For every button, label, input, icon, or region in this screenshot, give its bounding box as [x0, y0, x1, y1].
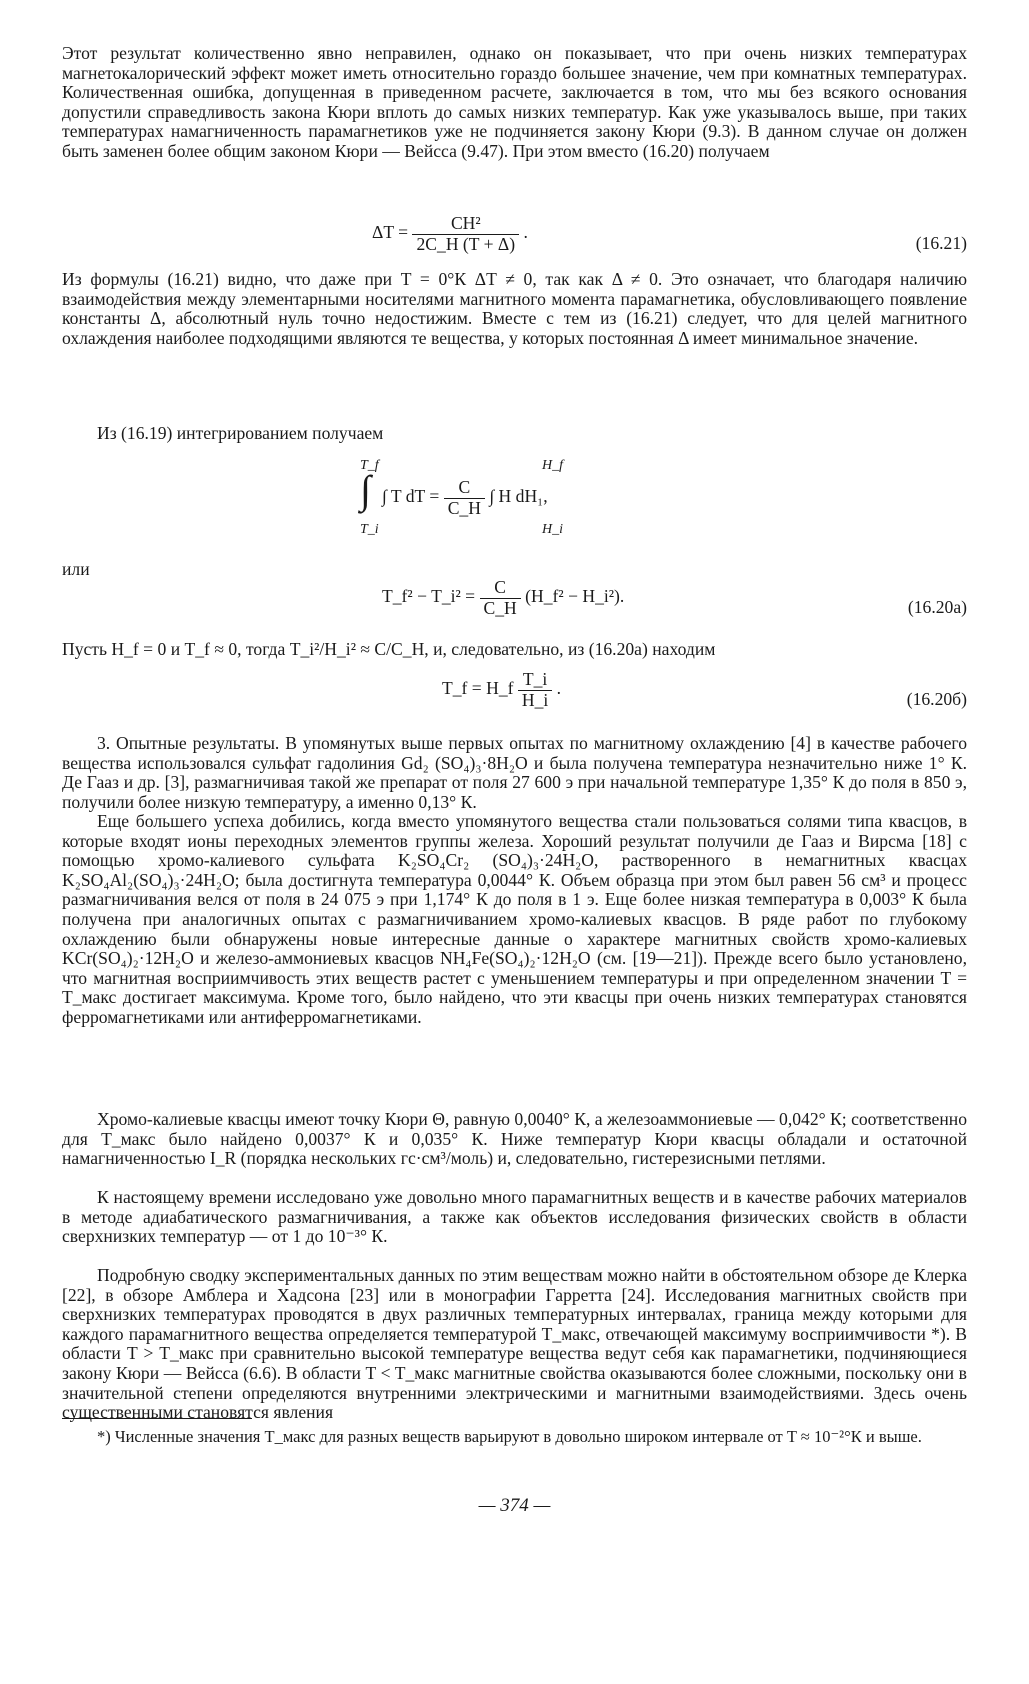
- denominator: H_i: [521, 689, 549, 710]
- numerator: C: [444, 478, 485, 499]
- fraction: [480, 578, 521, 618]
- equation-number: (16.21): [915, 233, 967, 253]
- equation-16-20a: [62, 578, 967, 638]
- denominator: 2C_H (T + Δ): [416, 233, 516, 254]
- equation-number: (16.20б): [906, 689, 967, 709]
- paragraph-5: 3. Опытные результаты. В упомянутых выше первых опытах по магнитному охлаждению [4] в качестве рабочего вещества использовался сульфат гадолиния Gd₂ (SO₄)₃·8H₂O и была получена температура незначительно ниже 1° К. Де Гааз и др. [3], размагничивая такой же препарат от поля 27 600 э при начальной температуре 1,35° К до поля в 850 э, получили более низкую температуру, а именно 0,13° К.: [62, 733, 967, 812]
- numerator: CH²: [412, 214, 519, 235]
- paragraph-4: Пусть H_f = 0 и T_f ≈ 0, тогда T_i²/H_i² ≈ C/C_H, и, следовательно, из (16.20а) находим: [62, 639, 716, 659]
- paragraph-2: Из формулы (16.21) видно, что даже при T = 0°К ΔT ≠ 0, так как Δ ≠ 0. Это означает, что благодаря наличию взаимодействия между элементарными носителями магнитного момента парамагнетика, обусловливающего появление константы Δ, абсолютный нуль точно недостижим. Вместе с тем из (16.21) следует, что для целей магнитного охлаждения наиболее подходящими являются те вещества, у которых постоянная Δ имеет минимальное значение.: [62, 269, 967, 348]
- paragraph-1: Этот результат количественно явно неправилен, однако он показывает, что при очень низких температурах магнетокалорический эффект может иметь относительно гораздо большее значение, чем при комнатных температурах. Количественная ошибка, допущенная в приведенном расчете, заключается в том, что мы без всякого основания допустили справедливость закона Кюри вплоть до самых низких температур. Как уже указывалось выше, при таких температурах намагниченность парамагнетиков уже не подчиняется закону Кюри (9.3). В данном случае он должен быть заменен более общим законом Кюри — Вейсса (9.47). При этом вместо (16.20) получаем: [62, 43, 967, 161]
- page-number: — 374 —: [478, 1495, 551, 1516]
- integral-upper-limit: H_f: [542, 458, 563, 473]
- denominator: C_H: [447, 497, 481, 518]
- footnote-rule: [62, 1418, 252, 1419]
- numerator: C: [480, 578, 521, 599]
- integral-upper-limit: T_f: [360, 458, 379, 473]
- footnote: *) Численные значения T_макс для разных веществ варьируют в довольно широком интервале от T ≈ 10⁻²°К и выше.: [97, 1427, 922, 1446]
- numerator: T_i: [518, 670, 552, 691]
- equation-lhs: T_f = H_f: [442, 678, 514, 699]
- paragraph-6: Еще большего успеха добились, когда вместо упомянутого вещества стали пользоваться солями типа квасцов, в которые входят ионы переходных элементов группы железа. Хороший результат получили де Гааз и Вирсма [18] с помощью хромо-калиевого сульфата K₂SO₄Cr₂ (SO₄)₃·24H₂O, растворенного в немагнитных квасцах K₂SO₄Al₂(SO₄)₃·24H₂O; была достигнута температура 0,0044° К. Объем образца при этом был равен 56 см³ и процесс размагничивания велся от поля в 24 075 э при 1,174° К до поля в 1 э. Еще более низкая температура в 0,003° К была получена при аналогичных опытах с размагничиванием хромо-калиевых квасцов. В ряде работ по глубокому охлаждению были обнаружены новые интересные данные о характере магнитных свойств хромо-калиевых KCr(SO₄)₂·12H₂O и железо-аммониевых квасцов NH₄Fe(SO₄)₂·12H₂O (см. [19—21]). Прежде всего было установлено, что магнитная восприимчивость этих веществ растет с уменьшением температуры и при определенном значении T = T_макс достигает максимума. Кроме того, было найдено, что эти квасцы при очень низких температурах становятся ферромагнетиками или антиферромагнетиками.: [62, 811, 967, 1027]
- equation-16-21: ΔT = $\frac{\text{CH²}}{2C\_H (T + \Delta)}$ . (16.21): [372, 213, 967, 254]
- equation-lhs: ∫ T dT =: [382, 486, 440, 507]
- paragraph-9: Подробную сводку экспериментальных данных по этим веществам можно найти в обстоятельном обзоре де Клерка [22], в обзоре Амблера и Хадсона [23] или в монографии Гарретта [24]. Исследования магнитных свойств при сверхнизких температурах проводятся в двух различных температурных интервалах, граница между которыми для каждого парамагнитного вещества определяется температурой T_макс, отвечающей максимуму восприимчивости *). В области T > T_макс при сравнительно высокой температуре вещества ведут себя как парамагнетики, подчиняющиеся закону Кюри — Вейсса (6.6). В области T < T_макс магнитные свойства оказываются более сложными, поскольку они в значительной степени определяются внутренними электрическими и магнитными взаимодействиями. Здесь очень существенными становятся явления: [62, 1265, 967, 1423]
- paragraph-7: Хромо-калиевые квасцы имеют точку Кюри Θ, равную 0,0040° К, а железоаммониевые — 0,042° К; соответственно для T_макс было найдено 0,0037° К и 0,035° К. Ниже температур Кюри квасцы обладали и остаточной намагниченностью I_R (порядка нескольких гс·см³/моль) и, следовательно, гистерезисными петлями.: [62, 1109, 967, 1169]
- fraction: [444, 478, 485, 518]
- equation-rhs: (H_f² − H_i²).: [525, 586, 625, 607]
- equation-lhs: ΔT =: [372, 222, 409, 243]
- equation-integral: [62, 456, 967, 536]
- equation-number: (16.20а): [907, 597, 967, 617]
- denominator: C_H: [483, 597, 517, 618]
- integral-lower-limit: T_i: [360, 522, 379, 537]
- equation-lhs: T_f² − T_i² =: [382, 586, 476, 607]
- equation-rhs: ∫ H dH₁,: [489, 486, 548, 507]
- word-or: или: [62, 559, 90, 579]
- equation-16-20b: T_f = H_f $\frac{T\_i}{H\_i}$ . (16.20б): [442, 669, 967, 710]
- fraction: [412, 214, 519, 254]
- integral-lower-limit: H_i: [542, 522, 563, 537]
- integral-sign: ∫: [360, 467, 371, 512]
- paragraph-3: Из (16.19) интегрированием получаем: [97, 423, 384, 443]
- fraction: [518, 670, 552, 710]
- paragraph-8: К настоящему времени исследовано уже довольно много парамагнитных веществ и в качестве рабочих материалов в методе адиабатического размагничивания, а также как объектов исследования физических свойств в области сверхнизких температур — от 1 до 10⁻³° К.: [62, 1187, 967, 1247]
